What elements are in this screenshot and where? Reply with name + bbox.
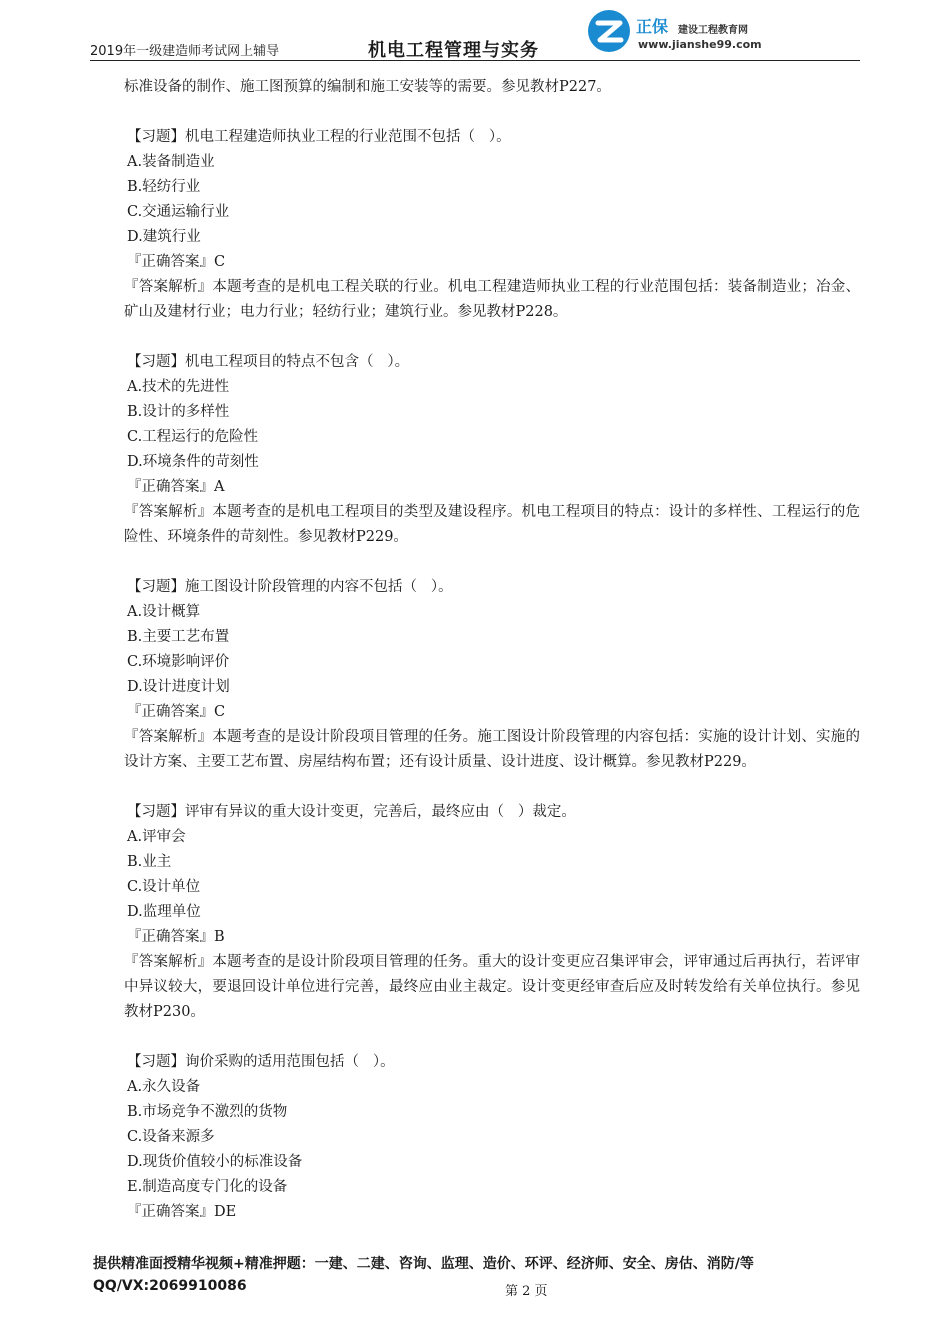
answer-option: C.工程运行的危险性 — [127, 429, 259, 445]
answer-option: D.环境条件的苛刻性 — [127, 454, 259, 470]
document-body — [124, 75, 860, 1225]
answer-option: D.现货价值较小的标准设备 — [127, 1154, 303, 1170]
answer-option: A.技术的先进性 — [127, 379, 230, 395]
brand-logo — [586, 8, 786, 58]
answer-option: A.评审会 — [127, 829, 186, 845]
text-line: 标准设备的制作、施工图预算的编制和施工安装等的需要。参见教材P227。 — [124, 79, 611, 95]
answer-option: B.设计的多样性 — [127, 404, 230, 420]
question-stem: 【习题】施工图设计阶段管理的内容不包括（ ）。 — [127, 579, 453, 595]
question-stem: 【习题】询价采购的适用范围包括（ ）。 — [127, 1054, 395, 1070]
answer-option: C.设备来源多 — [127, 1129, 215, 1145]
correct-answer: 『正确答案』C — [127, 704, 226, 720]
answer-option: D.监理单位 — [127, 904, 201, 920]
question-stem: 【习题】评审有异议的重大设计变更，完善后，最终应由（ ）裁定。 — [127, 804, 576, 820]
blank-line — [124, 550, 860, 575]
correct-answer: 『正确答案』B — [127, 929, 225, 945]
footer-promo-text: 提供精准面授精华视频+精准押题：一建、二建、咨询、监理、造价、环评、经济师、安全、房估、消防/等 — [93, 1256, 754, 1272]
blank-line — [124, 325, 860, 350]
logo-mark-icon — [586, 8, 632, 54]
correct-answer: 『正确答案』A — [127, 479, 225, 495]
answer-option: B.市场竞争不激烈的货物 — [127, 1104, 288, 1120]
footer-contact: QQ/VX:2069910086 — [93, 1278, 247, 1294]
answer-option: D.设计进度计划 — [127, 679, 230, 695]
blank-line — [124, 775, 860, 800]
header-course-title: 2019年一级建造师考试网上辅导 — [90, 44, 280, 59]
correct-answer: 『正确答案』C — [127, 254, 226, 270]
blank-line — [124, 100, 860, 125]
answer-option: A.装备制造业 — [127, 154, 215, 170]
header-divider — [90, 60, 860, 61]
page-number: 第 2 页 — [505, 1284, 548, 1299]
answer-explanation: 『答案解析』本题考查的是设计阶段项目管理的任务。重大的设计变更应召集评审会，评审通过后再执行，若评审中异议较大，要退回设计单位进行完善，最终应由业主裁定。设计变更经审查后应及时转发给有关单位执行。参见教材P230。 — [124, 954, 860, 1020]
answer-explanation: 『答案解析』本题考查的是设计阶段项目管理的任务。施工图设计阶段管理的内容包括：实施的设计计划、实施的设计方案、主要工艺布置、房屋结构布置；还有设计质量、设计进度、设计概算。参见教材P229。 — [124, 729, 860, 770]
answer-option: E.制造高度专门化的设备 — [127, 1179, 288, 1195]
answer-option: B.轻纺行业 — [127, 179, 201, 195]
answer-option: B.业主 — [127, 854, 172, 870]
answer-option: B.主要工艺布置 — [127, 629, 230, 645]
correct-answer: 『正确答案』DE — [127, 1204, 237, 1220]
answer-option: C.环境影响评价 — [127, 654, 230, 670]
answer-option: C.交通运输行业 — [127, 204, 230, 220]
logo-subtitle: 建设工程教育网 — [678, 25, 748, 36]
question-stem: 【习题】机电工程建造师执业工程的行业范围不包括（ ）。 — [127, 129, 511, 145]
answer-option: A.永久设备 — [127, 1079, 201, 1095]
answer-option: D.建筑行业 — [127, 229, 201, 245]
answer-option: A.设计概算 — [127, 604, 201, 620]
page-header — [90, 0, 860, 62]
answer-explanation: 『答案解析』本题考查的是机电工程关联的行业。机电工程建造师执业工程的行业范围包括：装备制造业；冶金、矿山及建材行业；电力行业；轻纺行业；建筑行业。参见教材P228。 — [124, 279, 860, 320]
logo-url: www.jianshe99.com — [638, 38, 762, 51]
blank-line — [124, 1025, 860, 1050]
question-stem: 【习题】机电工程项目的特点不包含（ ）。 — [127, 354, 410, 370]
answer-explanation: 『答案解析』本题考查的是机电工程项目的类型及建设程序。机电工程项目的特点：设计的多样性、工程运行的危险性、环境条件的苛刻性。参见教材P229。 — [124, 504, 860, 545]
header-subject-title: 机电工程管理与实务 — [368, 40, 539, 61]
logo-title: 正保 — [636, 17, 669, 36]
answer-option: C.设计单位 — [127, 879, 201, 895]
